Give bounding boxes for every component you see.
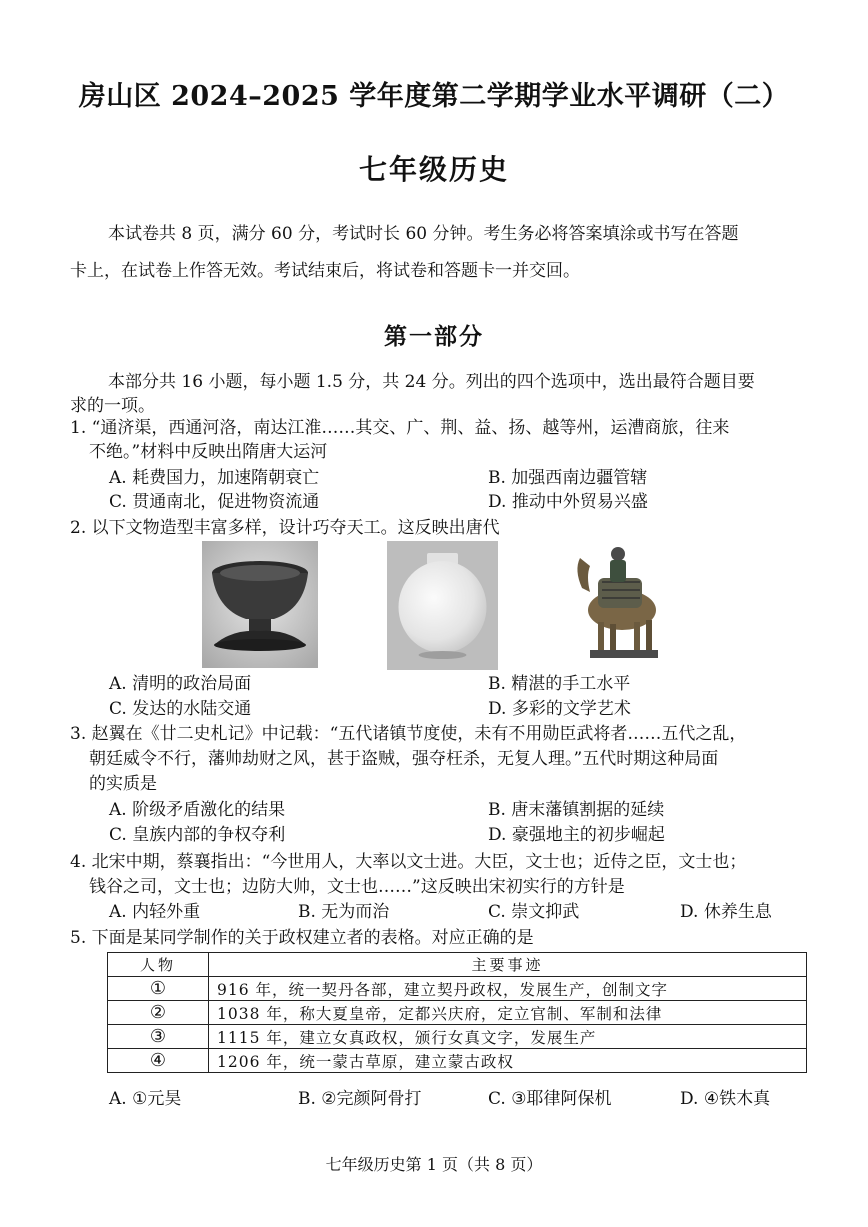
camel-figurine-artifact-image — [560, 540, 672, 666]
question-1-option-d: D. 推动中外贸易兴盛 — [488, 492, 648, 512]
table-cell-number: ② — [108, 1001, 209, 1025]
question-3-stem-line-2: 朝廷威令不行，藩帅劫财之风，甚于盗贼，强夺枉杀，无复人理。”五代时期这种局面 — [89, 749, 719, 769]
question-3-stem-line-3: 的实质是 — [89, 774, 157, 794]
table-cell-events: 1206 年，统一蒙古草原，建立蒙古政权 — [209, 1049, 807, 1073]
question-5-stem: 5. 下面是某同学制作的关于政权建立者的表格。对应正确的是 — [70, 928, 534, 948]
question-4-option-a: A. 内轻外重 — [109, 902, 201, 922]
question-3-stem-line-1: 3. 赵翼在《廿二史札记》中记载：“五代诸镇节度使，未有不用勋臣武将者……五代之乱， — [70, 724, 747, 744]
section-heading: 第一部分 — [384, 323, 484, 350]
question-3-option-b: B. 唐末藩镇割据的延续 — [488, 800, 665, 820]
question-2-option-b: B. 精湛的手工水平 — [488, 674, 631, 694]
table-header-row — [108, 953, 807, 977]
question-3-option-c: C. 皇族内部的争权夺利 — [109, 825, 286, 845]
bowl-artifact-image — [202, 541, 318, 668]
table-cell-number: ③ — [108, 1025, 209, 1049]
question-5-option-b: B. ②完颜阿骨打 — [298, 1089, 422, 1109]
exam-subtitle: 七年级历史 — [358, 153, 509, 186]
exam-title: 房山区 2024–2025 学年度第二学期学业水平调研（二） — [78, 81, 790, 112]
white-jar-artifact-image — [387, 541, 498, 670]
question-2-option-d: D. 多彩的文学艺术 — [488, 699, 631, 719]
question-1-option-c: C. 贯通南北，促进物资流通 — [109, 492, 320, 512]
question-3-option-d: D. 豪强地主的初步崛起 — [488, 825, 665, 845]
question-4-option-d: D. 休养生息 — [680, 902, 772, 922]
table-row — [108, 977, 807, 1001]
instructions-line-2: 卡上，在试卷上作答无效。考试结束后，将试卷和答题卡一并交回。 — [70, 261, 580, 281]
section-intro-line-2: 求的一项。 — [70, 396, 155, 416]
question-5-option-d: D. ④铁木真 — [680, 1089, 771, 1109]
question-5-option-c: C. ③耶律阿保机 — [488, 1089, 612, 1109]
table-cell-events: 916 年，统一契丹各部，建立契丹政权，发展生产，创制文字 — [209, 977, 807, 1001]
question-2-option-c: C. 发达的水陆交通 — [109, 699, 252, 719]
instructions-line-1: 本试卷共 8 页，满分 60 分，考试时长 60 分钟。考生务必将答案填涂或书写在答题 — [108, 224, 739, 244]
ruler-events-table — [107, 952, 807, 1073]
question-4-option-c: C. 崇文抑武 — [488, 902, 580, 922]
question-1-stem-line-2: 不绝。”材料中反映出隋唐大运河 — [89, 442, 328, 462]
question-1-stem-line-1: 1. “通济渠，西通河洛，南达江淮……其交、广、荆、益、扬、越等州，运漕商旅，往来 — [70, 418, 730, 438]
question-2-option-a: A. 清明的政治局面 — [109, 674, 252, 694]
table-cell-events: 1115 年，建立女真政权，颁行女真文字，发展生产 — [209, 1025, 807, 1049]
section-intro-line-1: 本部分共 16 小题，每小题 1.5 分，共 24 分。列出的四个选项中，选出最符合题目要 — [108, 372, 755, 392]
table-row — [108, 1025, 807, 1049]
question-1-option-a: A. 耗费国力，加速隋朝衰亡 — [109, 468, 320, 488]
table-cell-events: 1038 年，称大夏皇帝，定都兴庆府，定立官制、军制和法律 — [209, 1001, 807, 1025]
question-4-stem-line-2: 钱谷之司，文士也；边防大帅，文士也……”这反映出宋初实行的方针是 — [89, 877, 625, 897]
table-row — [108, 1049, 807, 1073]
question-5-option-a: A. ①元昊 — [109, 1089, 182, 1109]
question-3-option-a: A. 阶级矛盾激化的结果 — [109, 800, 286, 820]
table-header-person: 人物 — [108, 953, 209, 977]
page-footer: 七年级历史第 1 页（共 8 页） — [325, 1155, 543, 1174]
table-cell-number: ④ — [108, 1049, 209, 1073]
question-2-stem: 2. 以下文物造型丰富多样，设计巧夺天工。这反映出唐代 — [70, 518, 500, 538]
question-4-option-b: B. 无为而治 — [298, 902, 390, 922]
question-4-stem-line-1: 4. 北宋中期，蔡襄指出：“今世用人，大率以文士进。大臣，文士也；近侍之臣，文士也； — [70, 852, 747, 872]
question-1-option-b: B. 加强西南边疆管辖 — [488, 468, 648, 488]
table-cell-number: ① — [108, 977, 209, 1001]
table-header-events: 主要事迹 — [209, 953, 807, 977]
table-row — [108, 1001, 807, 1025]
